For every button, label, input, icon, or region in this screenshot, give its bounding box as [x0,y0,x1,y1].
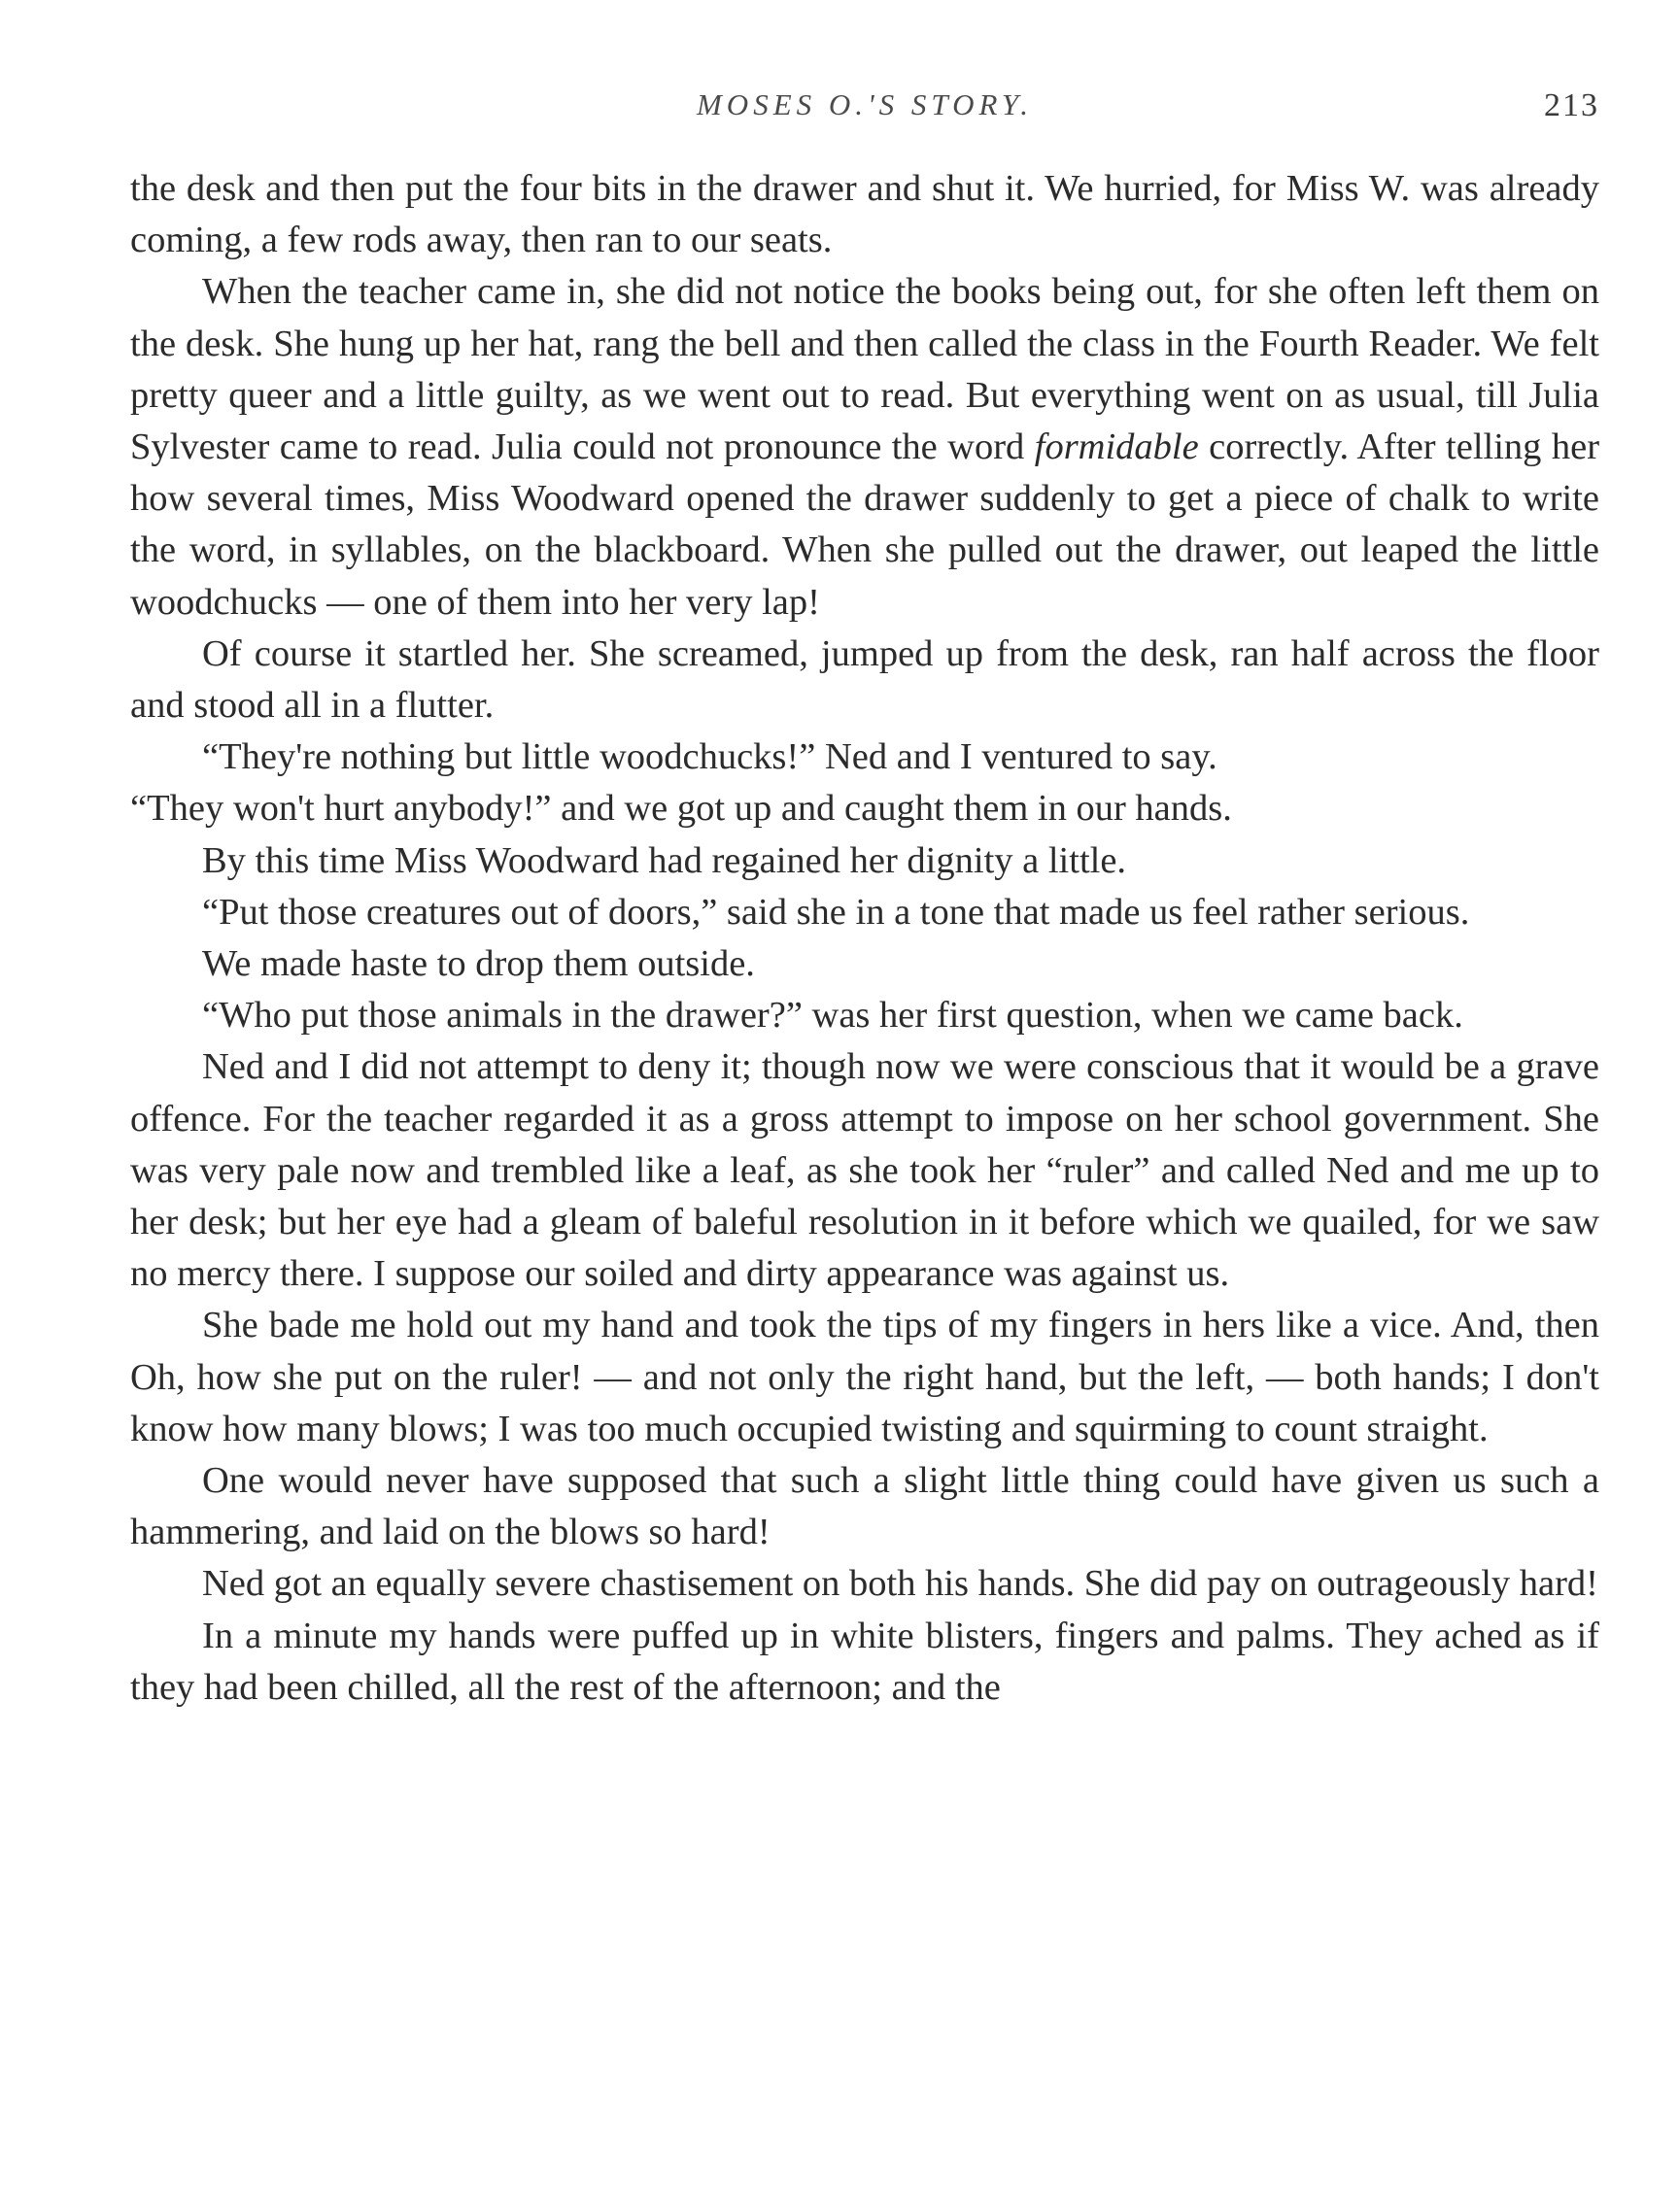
paragraph: Of course it startled her. She screamed, jumped up from the desk, ran half across the floor and stood all in a flutter. [130,632,1599,727]
paragraph: “Who put those animals in the drawer?” was her first question, when we came back. [202,995,1463,1037]
running-title: MOSES O.'S STORY. [696,87,1033,121]
paragraph: Ned got an equally severe chastisement on both his hands. She did pay on outrageously hard! [202,1563,1599,1605]
paragraph: the desk and then put the four bits in the drawer and shut it. We hurried, for Miss W. was already coming, a few rods away, then ran to our seats. [130,168,1599,261]
paragraph: One would never have supposed that such a slight little thing could have given us such a hammering, and laid on the blows so hard! [130,1460,1599,1553]
paragraph: By this time Miss Woodward had regained her dignity a little. [202,839,1127,881]
page-number: 213 [1544,87,1599,123]
paragraph: In a minute my hands were puffed up in white blisters, fingers and palms. They ached as if they had been chilled, all the rest of the afternoon; and the [130,1615,1599,1708]
paragraph [130,266,1599,628]
paragraph: Ned and I did not attempt to deny it; though now we were conscious that it would be a grave offence. For the teacher regarded it as a gross attempt to impose on her school government. She was very pale now and trembled like a leaf, as she took her “ruler” and called Ned and me up to her desk; but her eye had a gleam of baleful resolution in it before which we quailed, for we saw no mercy there. I suppose our soiled and dirty appearance was against us. [130,1046,1599,1295]
paragraph: We made haste to drop them outside. [202,943,755,985]
paragraph-text: correctly. After telling her how several times, Miss Woodward opened the drawer suddenly to get a piece of chalk to write the word, in syllables, on the blackboard. When she pulled out the drawer, out leaped the little woodchucks — one of them into her very lap! [130,426,1600,623]
body-text [130,163,1599,1714]
italic-word: formidable [1034,426,1199,468]
paragraph: She bade me hold out my hand and took the tips of my fingers in hers like a vice. And, then Oh, how she put on the ruler! — and not only the right hand, but the left, — both hands; I don't know how many blows; I was too much occupied twisting and squirming to count straight. [130,1305,1599,1449]
running-head [130,87,1599,136]
paragraph: “They're nothing but little woodchucks!” Ned and I ventured to say. [202,736,1217,778]
paragraph: “Put those creatures out of doors,” said she in a tone that made us feel rather serious. [202,891,1470,933]
paragraph: “They won't hurt anybody!” and we got up and caught them in our hands. [130,788,1232,830]
paragraph-text: When the teacher came in, she did not notice the books being out, for she often left them on the desk. She hung up her hat, rang the bell and then called the class in the Fourth Reader. We felt pretty queer and a little guilty, as we went out to read. But everything went on as usual, till Julia Sylvester came to read. Julia could not pronounce the word [130,271,1599,468]
